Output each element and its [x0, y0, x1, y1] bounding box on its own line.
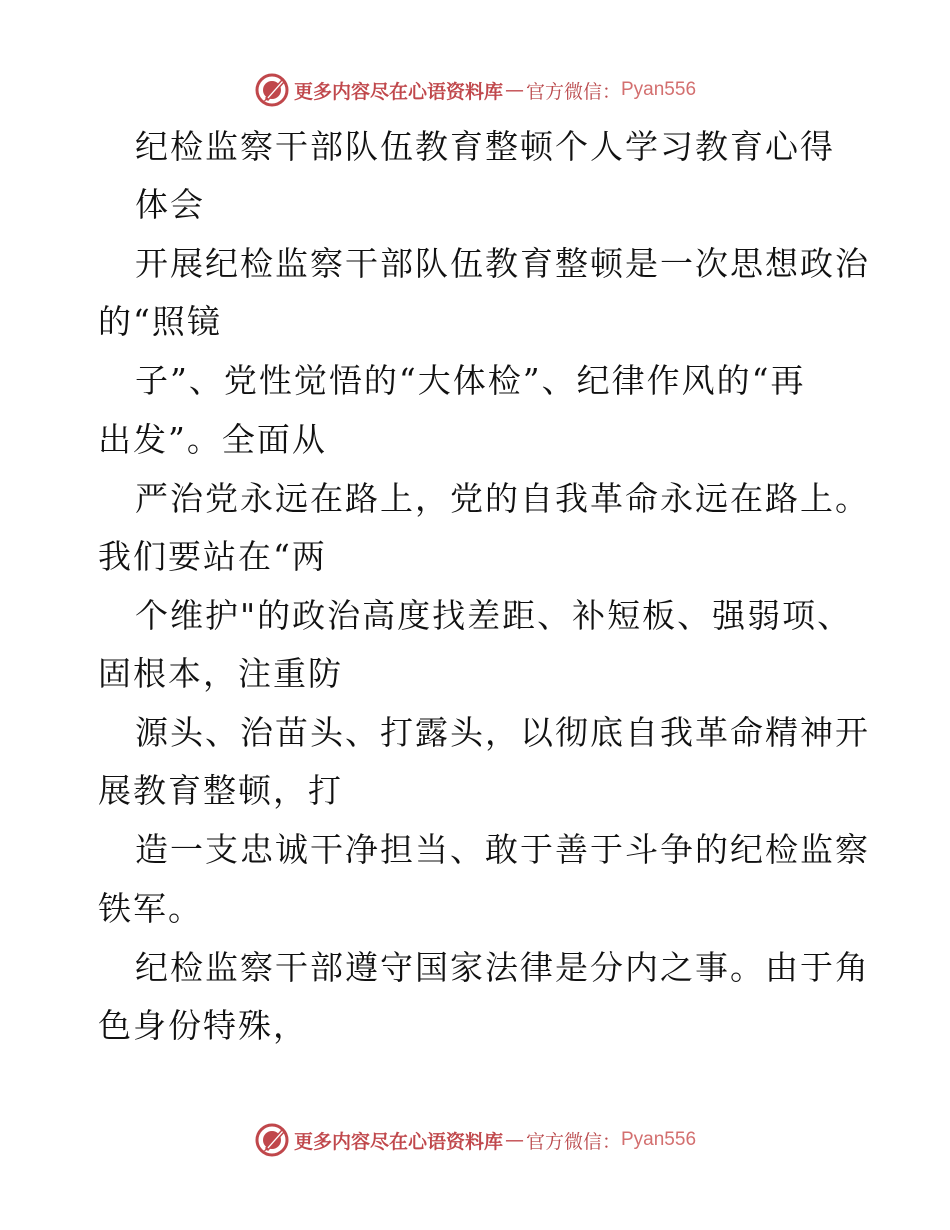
paragraph-line: 展教育整顿，打: [98, 771, 343, 810]
paragraph-line: 出发”。全面从: [98, 420, 327, 459]
wechat-id: Pyan556: [621, 1129, 697, 1150]
paragraph-line: 开展纪检监察干部队伍教育整顿是一次思想政治: [135, 244, 870, 283]
paragraph-line: 铁军。: [98, 889, 203, 928]
paragraph-line: 纪检监察干部遵守国家法律是分内之事。由于角: [135, 948, 870, 987]
paragraph-line: 子”、党性觉悟的“大体检”、纪律作风的“再: [135, 361, 806, 400]
logo-icon: [254, 72, 290, 108]
logo-icon: [254, 1122, 290, 1158]
paragraph-line: 固根本，注重防: [98, 654, 343, 693]
separator: —: [504, 79, 524, 101]
paragraph-line: 造一支忠诚干净担当、敢于善于斗争的纪检监察: [135, 830, 870, 869]
header-watermark: [0, 70, 950, 110]
footer-watermark: [0, 1120, 950, 1160]
site-name: 更多内容尽在心语资料库: [293, 80, 503, 103]
wechat-id: Pyan556: [621, 79, 697, 100]
paragraph-line: 的“照镜: [98, 302, 222, 341]
paragraph-line: 严治党永远在路上，党的自我革命永远在路上。: [135, 479, 870, 518]
site-name: 更多内容尽在心语资料库: [293, 1130, 503, 1153]
document-title-line-2: 体会: [135, 185, 205, 224]
wechat-label: 官方微信：: [525, 80, 621, 103]
wechat-label: 官方微信：: [525, 1130, 621, 1153]
paragraph-line: 个维护"的政治高度找差距、补短板、强弱项、: [135, 596, 853, 635]
paragraph-line: 源头、治苗头、打露头，以彻底自我革命精神开: [135, 713, 870, 752]
document-title-line-1: 纪检监察干部队伍教育整顿个人学习教育心得: [135, 127, 835, 166]
separator: —: [504, 1129, 524, 1151]
paragraph-line: 色身份特殊，: [98, 1006, 308, 1045]
paragraph-line: 我们要站在“两: [98, 537, 327, 576]
